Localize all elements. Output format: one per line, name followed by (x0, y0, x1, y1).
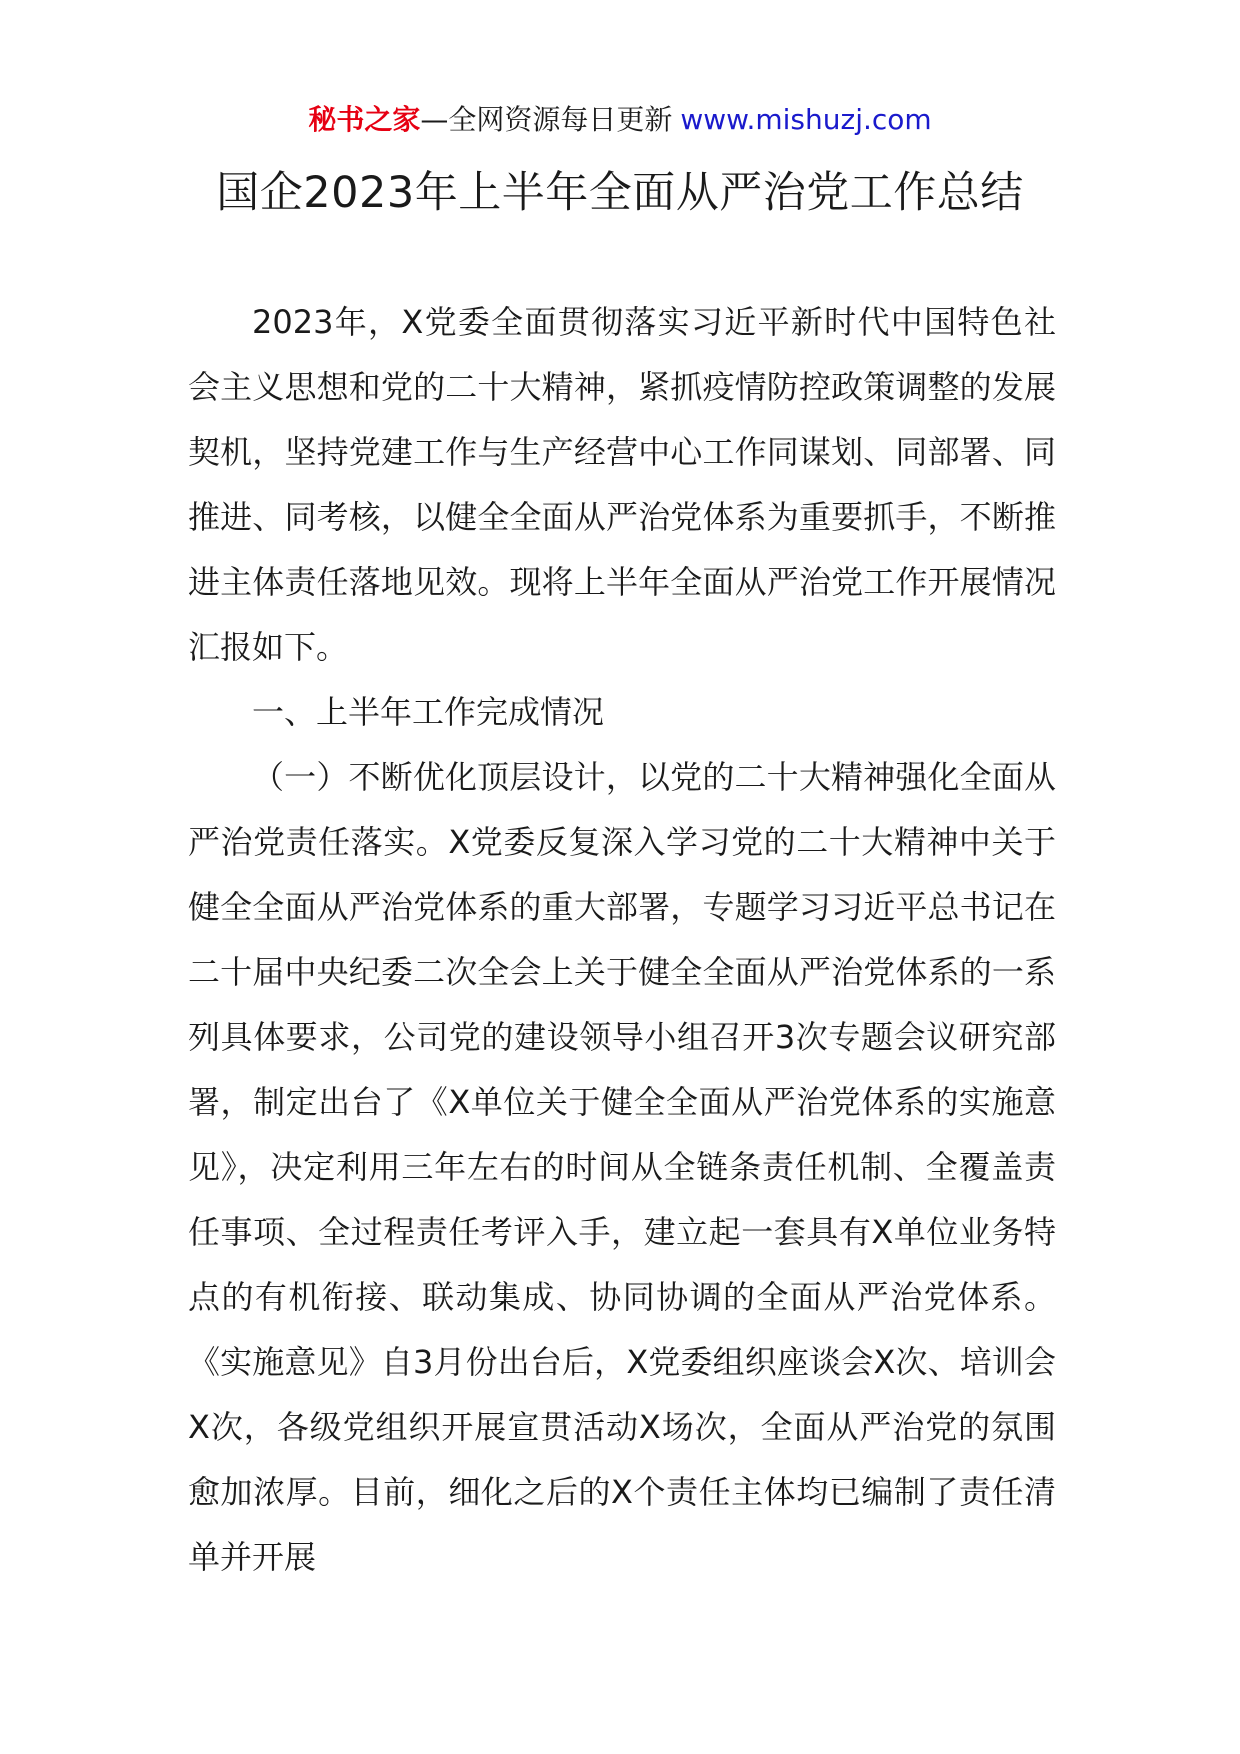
site-header (0, 100, 1240, 140)
section-heading-1: 一、上半年工作完成情况 (252, 693, 605, 731)
paragraph-section-1-item-1: （一）不断优化顶层设计，以党的二十大精神强化全面从严治党责任落实。X党委反复深入学习党的二十大精神中关于健全全面从严治党体系的重大部署，专题学习习近平总书记在二十届中央纪委二次全会上关于健全全面从严治党体系的一系列具体要求，公司党的建设领导小组召开3次专题会议研究部署，制定出台了《X单位关于健全全面从严治党体系的实施意见》，决定利用三年左右的时间从全链条责任机制、全覆盖责任事项、全过程责任考评入手，建立起一套具有X单位业务特点的有机衔接、联动集成、协同协调的全面从严治党体系。《实施意见》自3月份出台后，X党委组织座谈会X次、培训会X次，各级党组织开展宣贯活动X场次，全面从严治党的氛围愈加浓厚。目前，细化之后的X个责任主体均已编制了责任清单并开展 (188, 758, 1056, 1576)
header-slogan: —全网资源每日更新 (420, 103, 673, 136)
document-body (188, 290, 1056, 1590)
paragraph-intro: 2023年，X党委全面贯彻落实习近平新时代中国特色社会主义思想和党的二十大精神，紧抓疫情防控政策调整的发展契机，坚持党建工作与生产经营中心工作同谋划、同部署、同推进、同考核，以健全全面从严治党体系为重要抓手，不断推进主体责任落地见效。现将上半年全面从严治党工作开展情况汇报如下。 (188, 303, 1056, 666)
document-title: 国企2023年上半年全面从严治党工作总结 (216, 168, 1024, 218)
brand-name: 秘书之家 (308, 103, 421, 136)
site-url-link[interactable]: www.mishuzj.com (680, 103, 932, 136)
